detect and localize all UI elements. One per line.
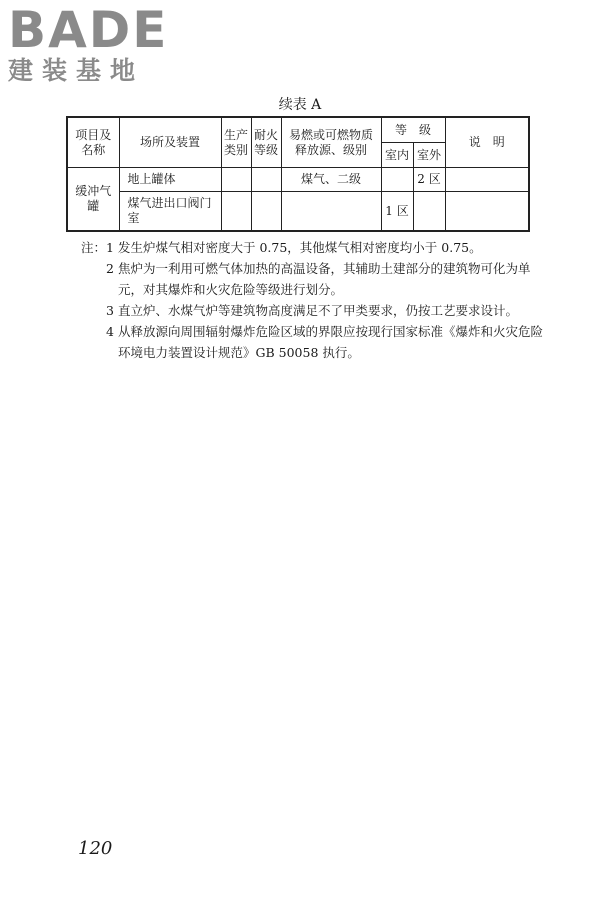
header-hazard-source: 易燃或可燃物质释放源、级别 — [281, 117, 381, 168]
note-number: 2 — [106, 261, 114, 276]
outdoor-cell: 2 区 — [413, 168, 445, 192]
note-item — [78, 258, 548, 300]
table-row — [67, 168, 529, 192]
group-name-cell: 缓冲气罐 — [67, 168, 119, 232]
header-item-name: 项目及名称 — [67, 117, 119, 168]
production-class-cell — [221, 192, 251, 232]
indoor-cell: 1 区 — [381, 192, 413, 232]
outdoor-cell — [413, 192, 445, 232]
indoor-cell — [381, 168, 413, 192]
notes-section — [78, 237, 548, 363]
logo — [8, 1, 178, 86]
note-text: 发生炉煤气相对密度大于 0.75，其他煤气相对密度均小于 0.75。 — [118, 240, 482, 255]
header-fire-grade: 耐火等级 — [251, 117, 281, 168]
table-row — [67, 192, 529, 232]
logo-subtitle: 建装基地 — [8, 56, 145, 85]
logo-title: BADE — [8, 1, 169, 59]
note-number: 注：1 — [81, 240, 114, 255]
note-number: 3 — [106, 303, 114, 318]
note-text: 直立炉、水煤气炉等建筑物高度满足不了甲类要求，仍按工艺要求设计。 — [118, 303, 519, 318]
fire-grade-cell — [251, 192, 281, 232]
header-outdoor: 室外 — [413, 143, 445, 168]
hazard-source-cell — [281, 192, 381, 232]
page-number: 120 — [78, 838, 113, 859]
remarks-cell — [445, 168, 529, 192]
remarks-cell — [445, 192, 529, 232]
table-title: 续表 A — [278, 97, 322, 113]
header-remarks: 说 明 — [445, 117, 529, 168]
note-text: 焦炉为一利用可燃气体加热的高温设备，其辅助土建部分的建筑物可化为单元，对其爆炸和火灾危险等级进行划分。 — [118, 261, 531, 297]
header-grade: 等 级 — [381, 117, 445, 143]
header-indoor: 室内 — [381, 143, 413, 168]
production-class-cell — [221, 168, 251, 192]
location-cell: 煤气进出口阀门室 — [119, 192, 221, 232]
header-location: 场所及装置 — [119, 117, 221, 168]
note-text: 从释放源向周围辐射爆炸危险区域的界限应按现行国家标准《爆炸和火灾危险环境电力装置设计规范》GB 50058 执行。 — [118, 324, 544, 360]
header-production-class: 生产类别 — [221, 117, 251, 168]
hazard-source-cell: 煤气、二级 — [281, 168, 381, 192]
note-item — [78, 237, 548, 258]
note-number: 4 — [106, 324, 114, 339]
hazard-grade-table — [66, 116, 530, 232]
location-cell: 地上罐体 — [119, 168, 221, 192]
fire-grade-cell — [251, 168, 281, 192]
note-item — [78, 300, 548, 321]
note-item — [78, 321, 548, 363]
